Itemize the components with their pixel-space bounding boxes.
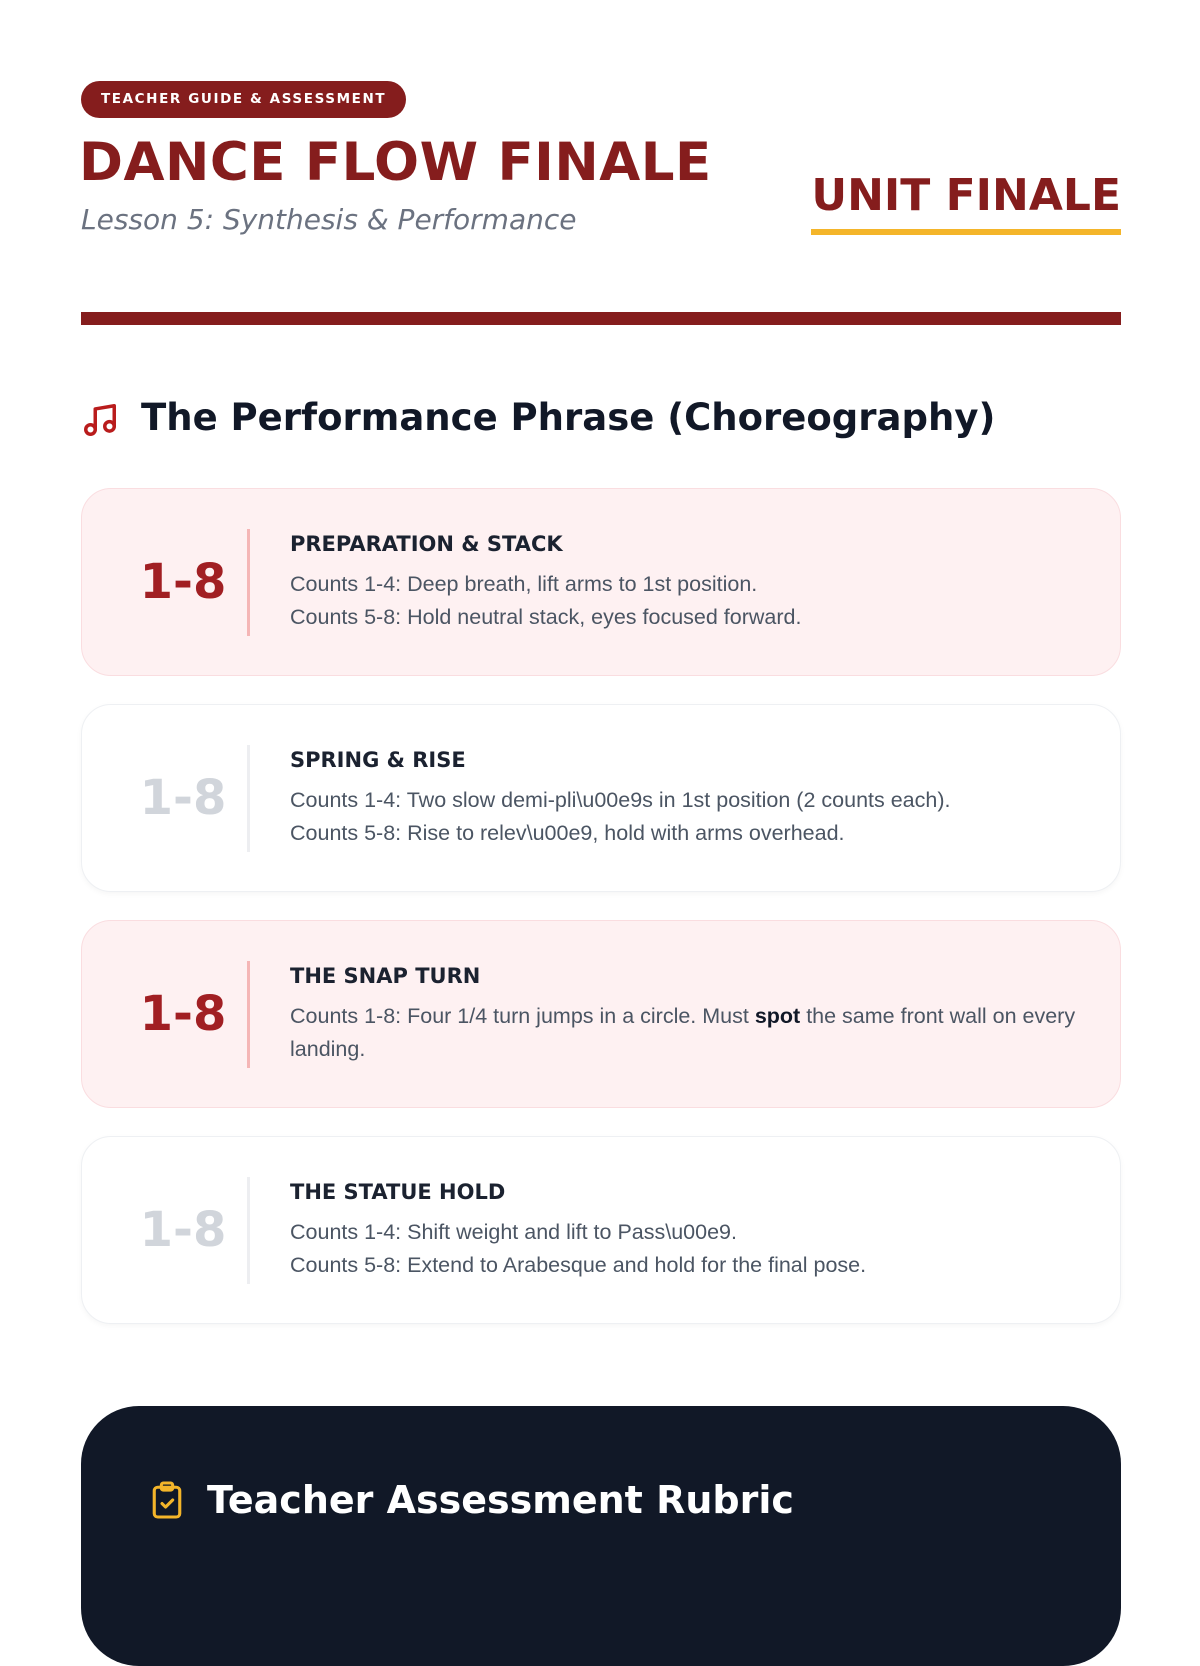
lesson-subtitle: Lesson 5: Synthesis & Performance	[81, 203, 577, 236]
step-count: 1-8	[139, 554, 227, 610]
step-title: PREPARATION & STACK	[290, 532, 563, 556]
step-description-line: Counts 5-8: Rise to relev\u00e9, hold with arms overhead.	[290, 821, 845, 845]
step-text-emphasis: spot	[754, 1004, 801, 1028]
step-card-snap-turn	[81, 920, 1121, 1108]
step-card-spring	[81, 704, 1121, 892]
step-divider	[247, 1177, 250, 1284]
step-description-line: Counts 1-4: Shift weight and lift to Pass\u00e9.	[290, 1220, 737, 1244]
step-count: 1-8	[139, 770, 227, 826]
step-count: 1-8	[139, 1202, 227, 1258]
step-title: THE STATUE HOLD	[290, 1180, 506, 1204]
step-count: 1-8	[139, 986, 227, 1042]
step-description-line: Counts 5-8: Hold neutral stack, eyes focused forward.	[290, 605, 802, 629]
step-divider	[247, 961, 250, 1068]
section-title: The Performance Phrase (Choreography)	[141, 396, 996, 439]
music-note-icon	[81, 401, 119, 439]
step-description	[290, 1000, 1080, 1066]
step-text: the same front wall on every landing.	[290, 1004, 1076, 1061]
step-description-line: Counts 1-4: Deep breath, lift arms to 1st position.	[290, 572, 758, 596]
step-card-statue-hold	[81, 1136, 1121, 1324]
rubric-title: Teacher Assessment Rubric	[207, 1478, 794, 1522]
step-description-line: Counts 5-8: Extend to Arabesque and hold for the final pose.	[290, 1253, 867, 1277]
choreography-section-header	[81, 393, 1121, 443]
header-divider	[81, 312, 1121, 325]
step-description-line: Counts 1-4: Two slow demi-pli\u00e9s in 1st position (2 counts each).	[290, 788, 951, 812]
step-title: THE SNAP TURN	[290, 964, 481, 988]
guide-tag-badge: TEACHER GUIDE & ASSESSMENT	[81, 81, 406, 118]
step-divider	[247, 745, 250, 852]
page-title: DANCE FLOW FINALE	[79, 132, 712, 193]
step-title: SPRING & RISE	[290, 748, 466, 772]
clipboard-check-icon	[150, 1480, 184, 1520]
step-card-preparation	[81, 488, 1121, 676]
step-divider	[247, 529, 250, 636]
assessment-rubric-panel	[81, 1406, 1121, 1666]
unit-finale-label: UNIT FINALE	[811, 170, 1121, 235]
step-text: Counts 1-8: Four 1/4 turn jumps in a circle. Must	[290, 1004, 755, 1028]
